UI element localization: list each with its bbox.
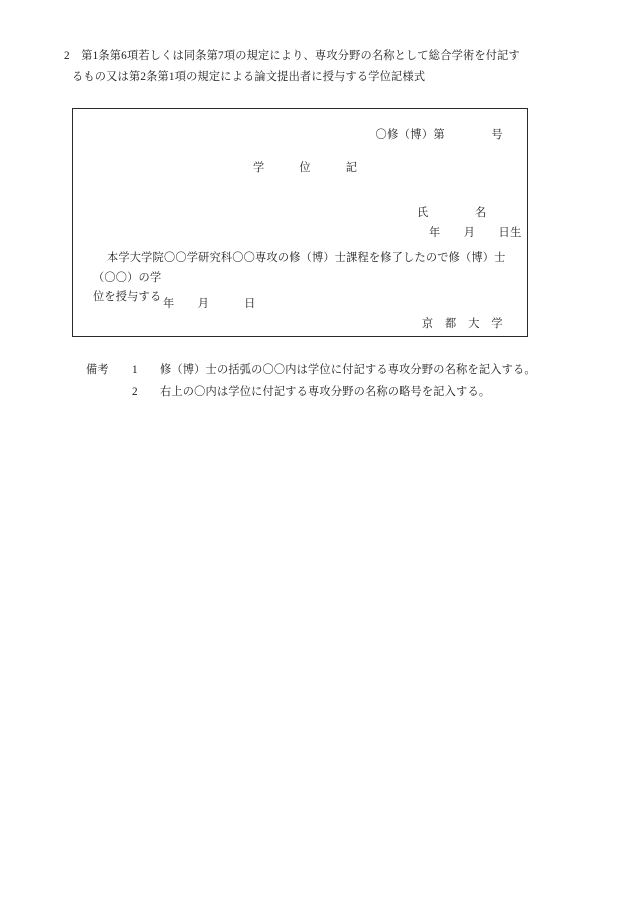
note-index: 1 xyxy=(132,364,138,376)
certificate-issue-date: 年 月 日 xyxy=(163,298,256,310)
certificate-number-label: 〇修（博）第 号 xyxy=(375,129,503,141)
certificate-birthdate-label: 年 月 日生 xyxy=(429,227,522,239)
note-text: 右上の〇内は学位に付記する専攻分野の名称の略号を記入する。 xyxy=(160,385,491,398)
note-text: 修（博）士の括弧の〇〇内は学位に付記する専攻分野の名称を記入する。 xyxy=(160,364,536,376)
certificate-box xyxy=(72,108,528,337)
notes-label: 備考 xyxy=(86,364,109,376)
certificate-issuer: 京 都 大 学 xyxy=(421,318,503,330)
note-index: 2 xyxy=(132,385,138,398)
intro-number: 2 xyxy=(64,50,70,62)
certificate-body-line-2: 位を授与する xyxy=(93,291,162,304)
note-row xyxy=(86,382,556,404)
certificate-body xyxy=(93,249,511,308)
note-row xyxy=(86,360,556,382)
intro-line-1: 第1条第6項若しくは同条第7項の規定により、専攻分野の名称として総合学術を付記す xyxy=(81,50,520,62)
intro-line-2: るもの又は第2条第1項の規定による論文提出者に授与する学位記様式 xyxy=(72,70,426,83)
intro-paragraph xyxy=(64,46,568,87)
certificate-body-line-1: 本学大学院〇〇学研究科〇〇専攻の修（博）士課程を修了したので修（博）士（〇〇）の学 xyxy=(93,252,506,284)
certificate-title: 学 位 記 xyxy=(253,162,358,174)
notes-section xyxy=(86,360,556,404)
certificate-name-label: 氏 名 xyxy=(417,207,487,219)
